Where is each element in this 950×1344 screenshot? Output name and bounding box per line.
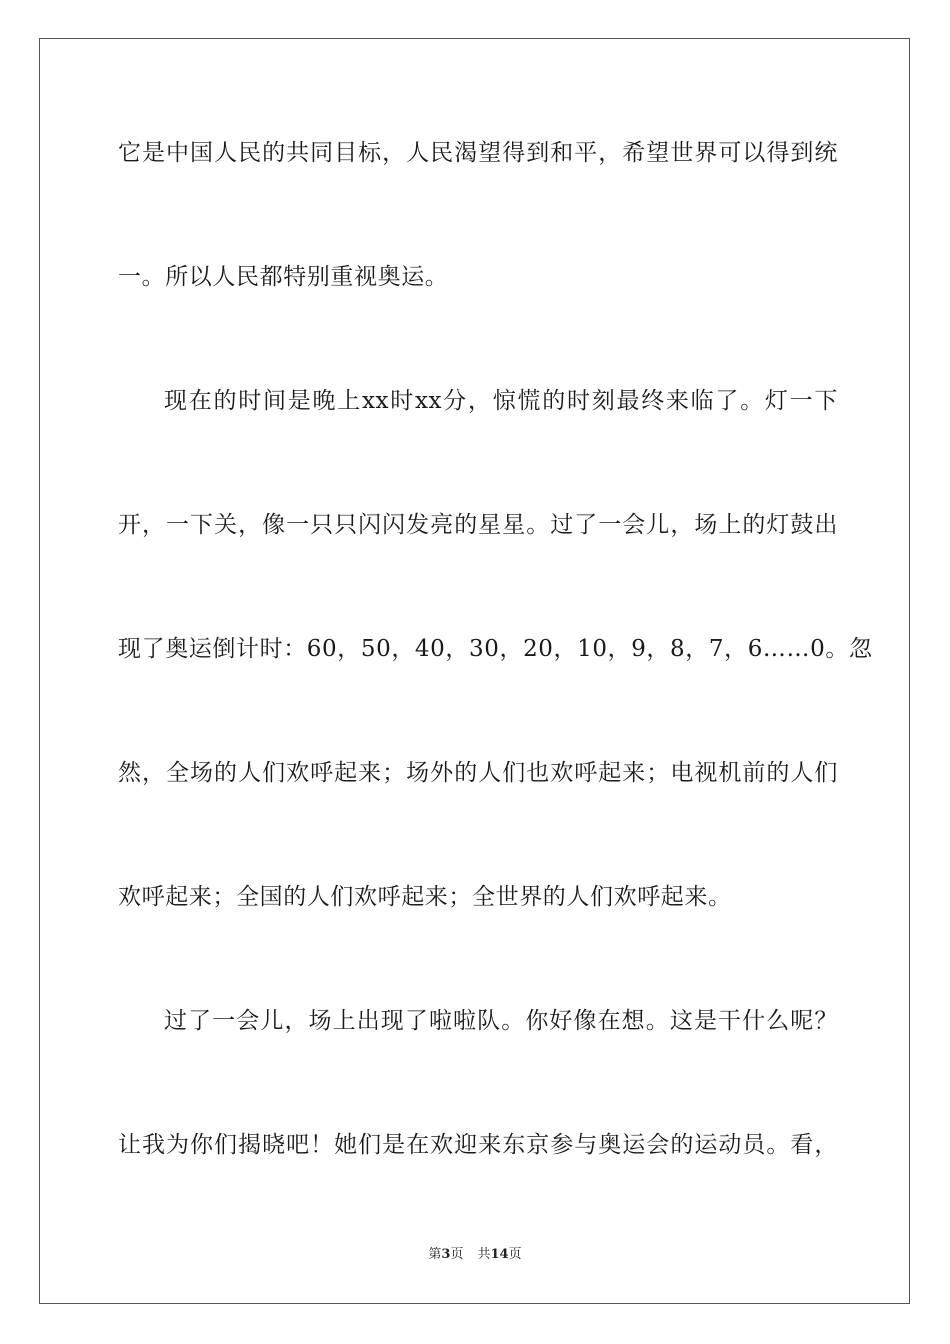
text-line: 过了一会儿，场上出现了啦啦队。你好像在想。这是干什么呢？ [164, 1008, 838, 1034]
text-line: 现在的时间是晚上xx时xx分，惊慌的时刻最终来临了。灯一下 [164, 388, 838, 414]
text-line: 欢呼起来；全国的人们欢呼起来；全世界的人们欢呼起来。 [118, 884, 732, 910]
page-number: 3 [441, 1247, 451, 1262]
total-prefix: 共 [477, 1247, 491, 1262]
total-suffix: 页 [508, 1247, 522, 1262]
text-line: 让我为你们揭晓吧！她们是在欢迎来东京参与奥运会的运动员。看， [118, 1132, 838, 1158]
page-frame [39, 38, 910, 1304]
text-line: 一。所以人民都特别重视奥运。 [118, 264, 449, 290]
text-line: 然，全场的人们欢呼起来；场外的人们也欢呼起来；电视机前的人们 [118, 760, 838, 786]
text-line: 现了奥运倒计时：60，50，40，30，20，10，9，8，7，6……0。忽 [118, 636, 873, 662]
total-pages: 14 [490, 1247, 509, 1262]
text-line: 它是中国人民的共同目标，人民渴望得到和平，希望世界可以得到统 [118, 140, 838, 166]
page-footer [0, 1247, 950, 1263]
text-line: 开，一下关，像一只只闪闪发亮的星星。过了一会儿，场上的灯鼓出 [118, 512, 838, 538]
page-prefix: 第 [428, 1247, 442, 1262]
page-suffix: 页 [450, 1247, 464, 1262]
